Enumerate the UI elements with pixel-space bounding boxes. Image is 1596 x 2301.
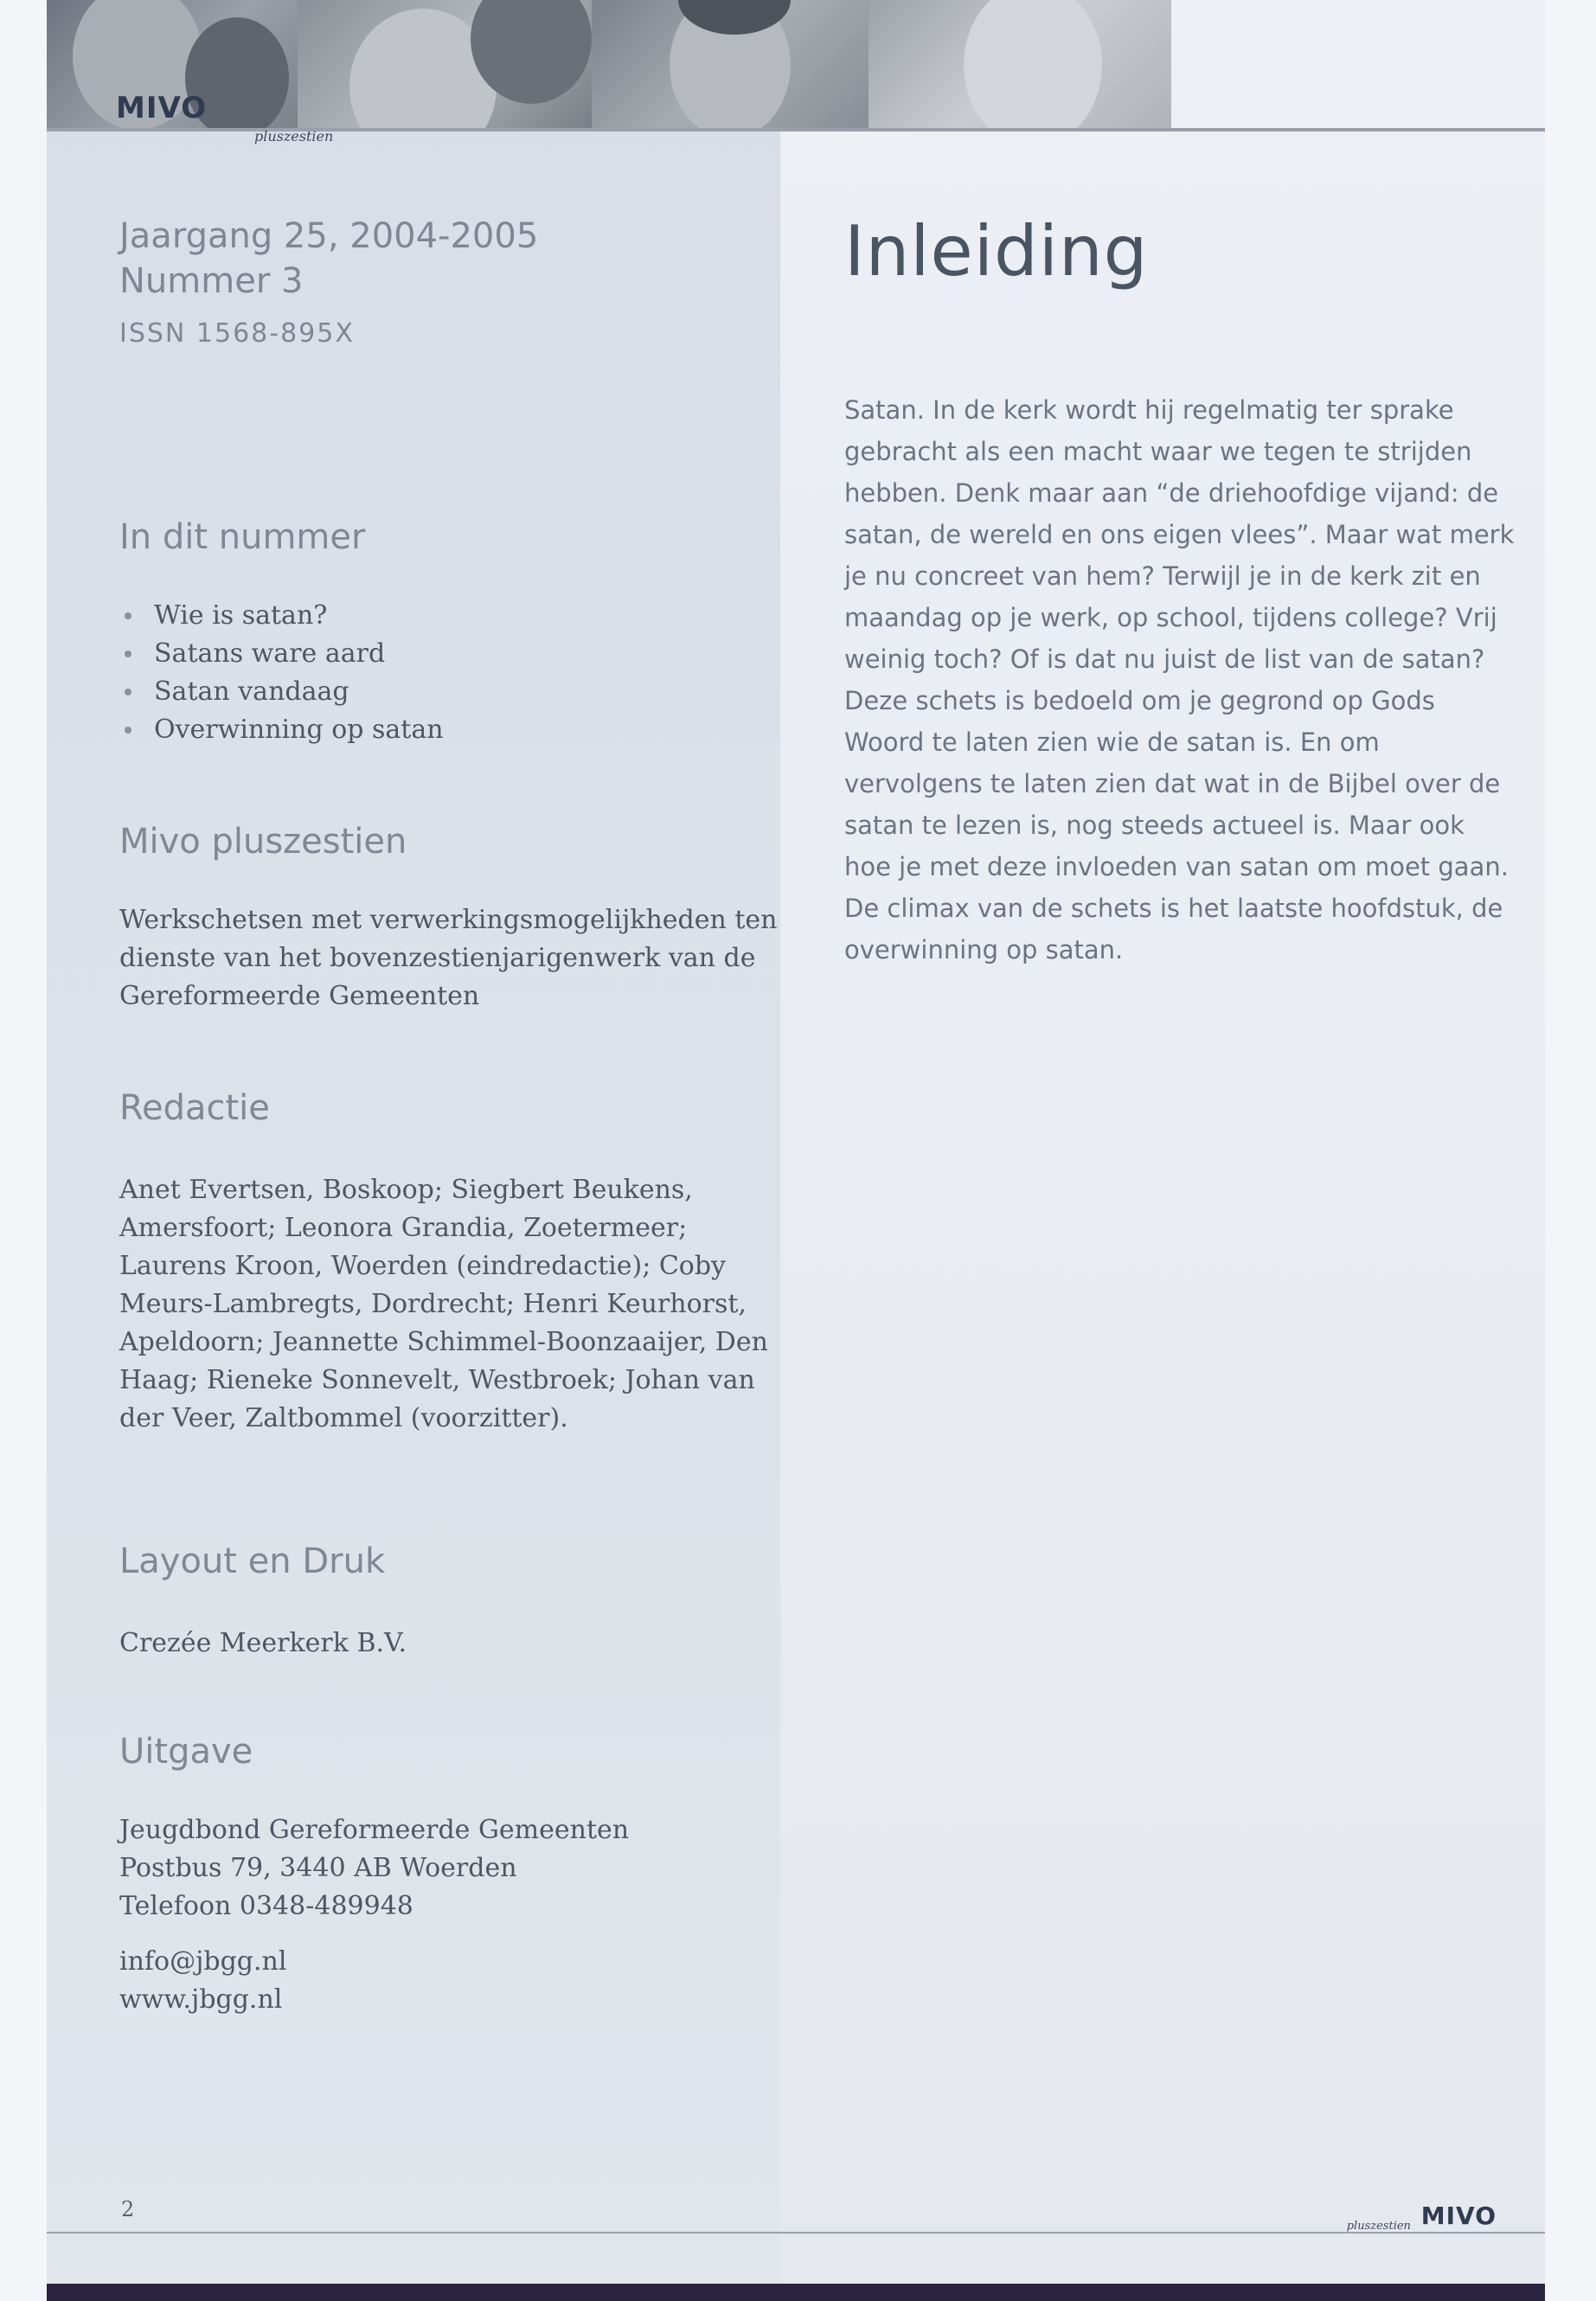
layout-text: Crezée Meerkerk B.V. (119, 1628, 407, 1658)
header-photo-strip (47, 0, 1171, 144)
layout-title: Layout en Druk (119, 1541, 386, 1581)
toc-list (119, 597, 444, 749)
toc-item: Satans ware aard (119, 635, 444, 673)
bullet-icon (125, 689, 131, 695)
article-column (780, 0, 1545, 2284)
issue-number: Nummer 3 (119, 261, 304, 301)
header-photo (869, 0, 1171, 128)
publisher-email[interactable]: info@jbgg.nl (119, 1946, 287, 1977)
header-photo (298, 0, 592, 128)
uitgave-title: Uitgave (119, 1732, 253, 1772)
footer-mivo-logo: MIVO pluszestien (1346, 2202, 1497, 2233)
page-number: 2 (121, 2197, 135, 2221)
publisher-name: Jeugdbond Gereformeerde Gemeenten (119, 1815, 630, 1845)
about-text: Werkschetsen met verwerkingsmogelijkheden ten dienste van het bovenzestienjarigenwerk van de Gereformeerde Gemeenten (119, 905, 778, 1011)
bullet-icon (125, 612, 131, 619)
toc-item: Satan vandaag (119, 673, 444, 711)
toc-item: Wie is satan? (119, 597, 444, 635)
header-photo (592, 0, 869, 128)
issn: ISSN 1568-895X (119, 318, 355, 349)
toc-item: Overwinning op satan (119, 711, 444, 749)
redactie-title: Redactie (119, 1088, 270, 1128)
article-body: Satan. In de kerk wordt hij regelmatig ter sprake gebracht als een macht waar we tegen te strijden hebben. Denk maar aan “de driehoofdige vijand: de satan, de wereld en ons eigen vlees”. Maar wat merk je nu concreet van hem? Terwijl je in de kerk zit en maandag op je werk, op school, tijdens college? Vrij weinig toch? Of is dat nu juist de list van de satan? Deze schets is bedoeld om je gegrond op Gods Woord te laten zien wie de satan is. En om vervolgens te laten zien dat wat in de Bijbel over de satan te lezen is, nog steeds actueel is. Maar ook hoe je met deze invloeden van satan om moet gaan. De climax van de schets is het laatste hoofdstuk, de overwinning op satan. (844, 395, 1515, 965)
volume-line: Jaargang 25, 2004-2005 (119, 216, 539, 256)
publisher-website[interactable]: www.jbgg.nl (119, 1984, 283, 2015)
page-bottom-edge (47, 2284, 1545, 2301)
mivo-logo: MIVO pluszestien (116, 91, 334, 144)
toc-title: In dit nummer (119, 517, 366, 557)
publisher-address: Postbus 79, 3440 AB Woerden (119, 1853, 517, 1883)
about-title: Mivo pluszestien (119, 822, 407, 862)
redactie-text: Anet Evertsen, Boskoop; Siegbert Beukens, Amersfoort; Leonora Grandia, Zoetermeer; Laurens Kroon, Woerden (eindredactie); Coby Meurs-Lambregts, Dordrecht; Henri Keurhorst, Apeldoorn; Jeannette Schimmel-Boonzaaijer, Den Haag; Rieneke Sonnevelt, Westbroek; Johan van der Veer, Zaltbommel (voorzitter). (119, 1175, 768, 1433)
bullet-icon (125, 727, 131, 734)
article-title: Inleiding (844, 211, 1149, 292)
magazine-page (47, 0, 1545, 2284)
footer-divider (47, 2232, 1545, 2234)
bullet-icon (125, 651, 131, 657)
publisher-phone: Telefoon 0348-489948 (119, 1891, 413, 1921)
